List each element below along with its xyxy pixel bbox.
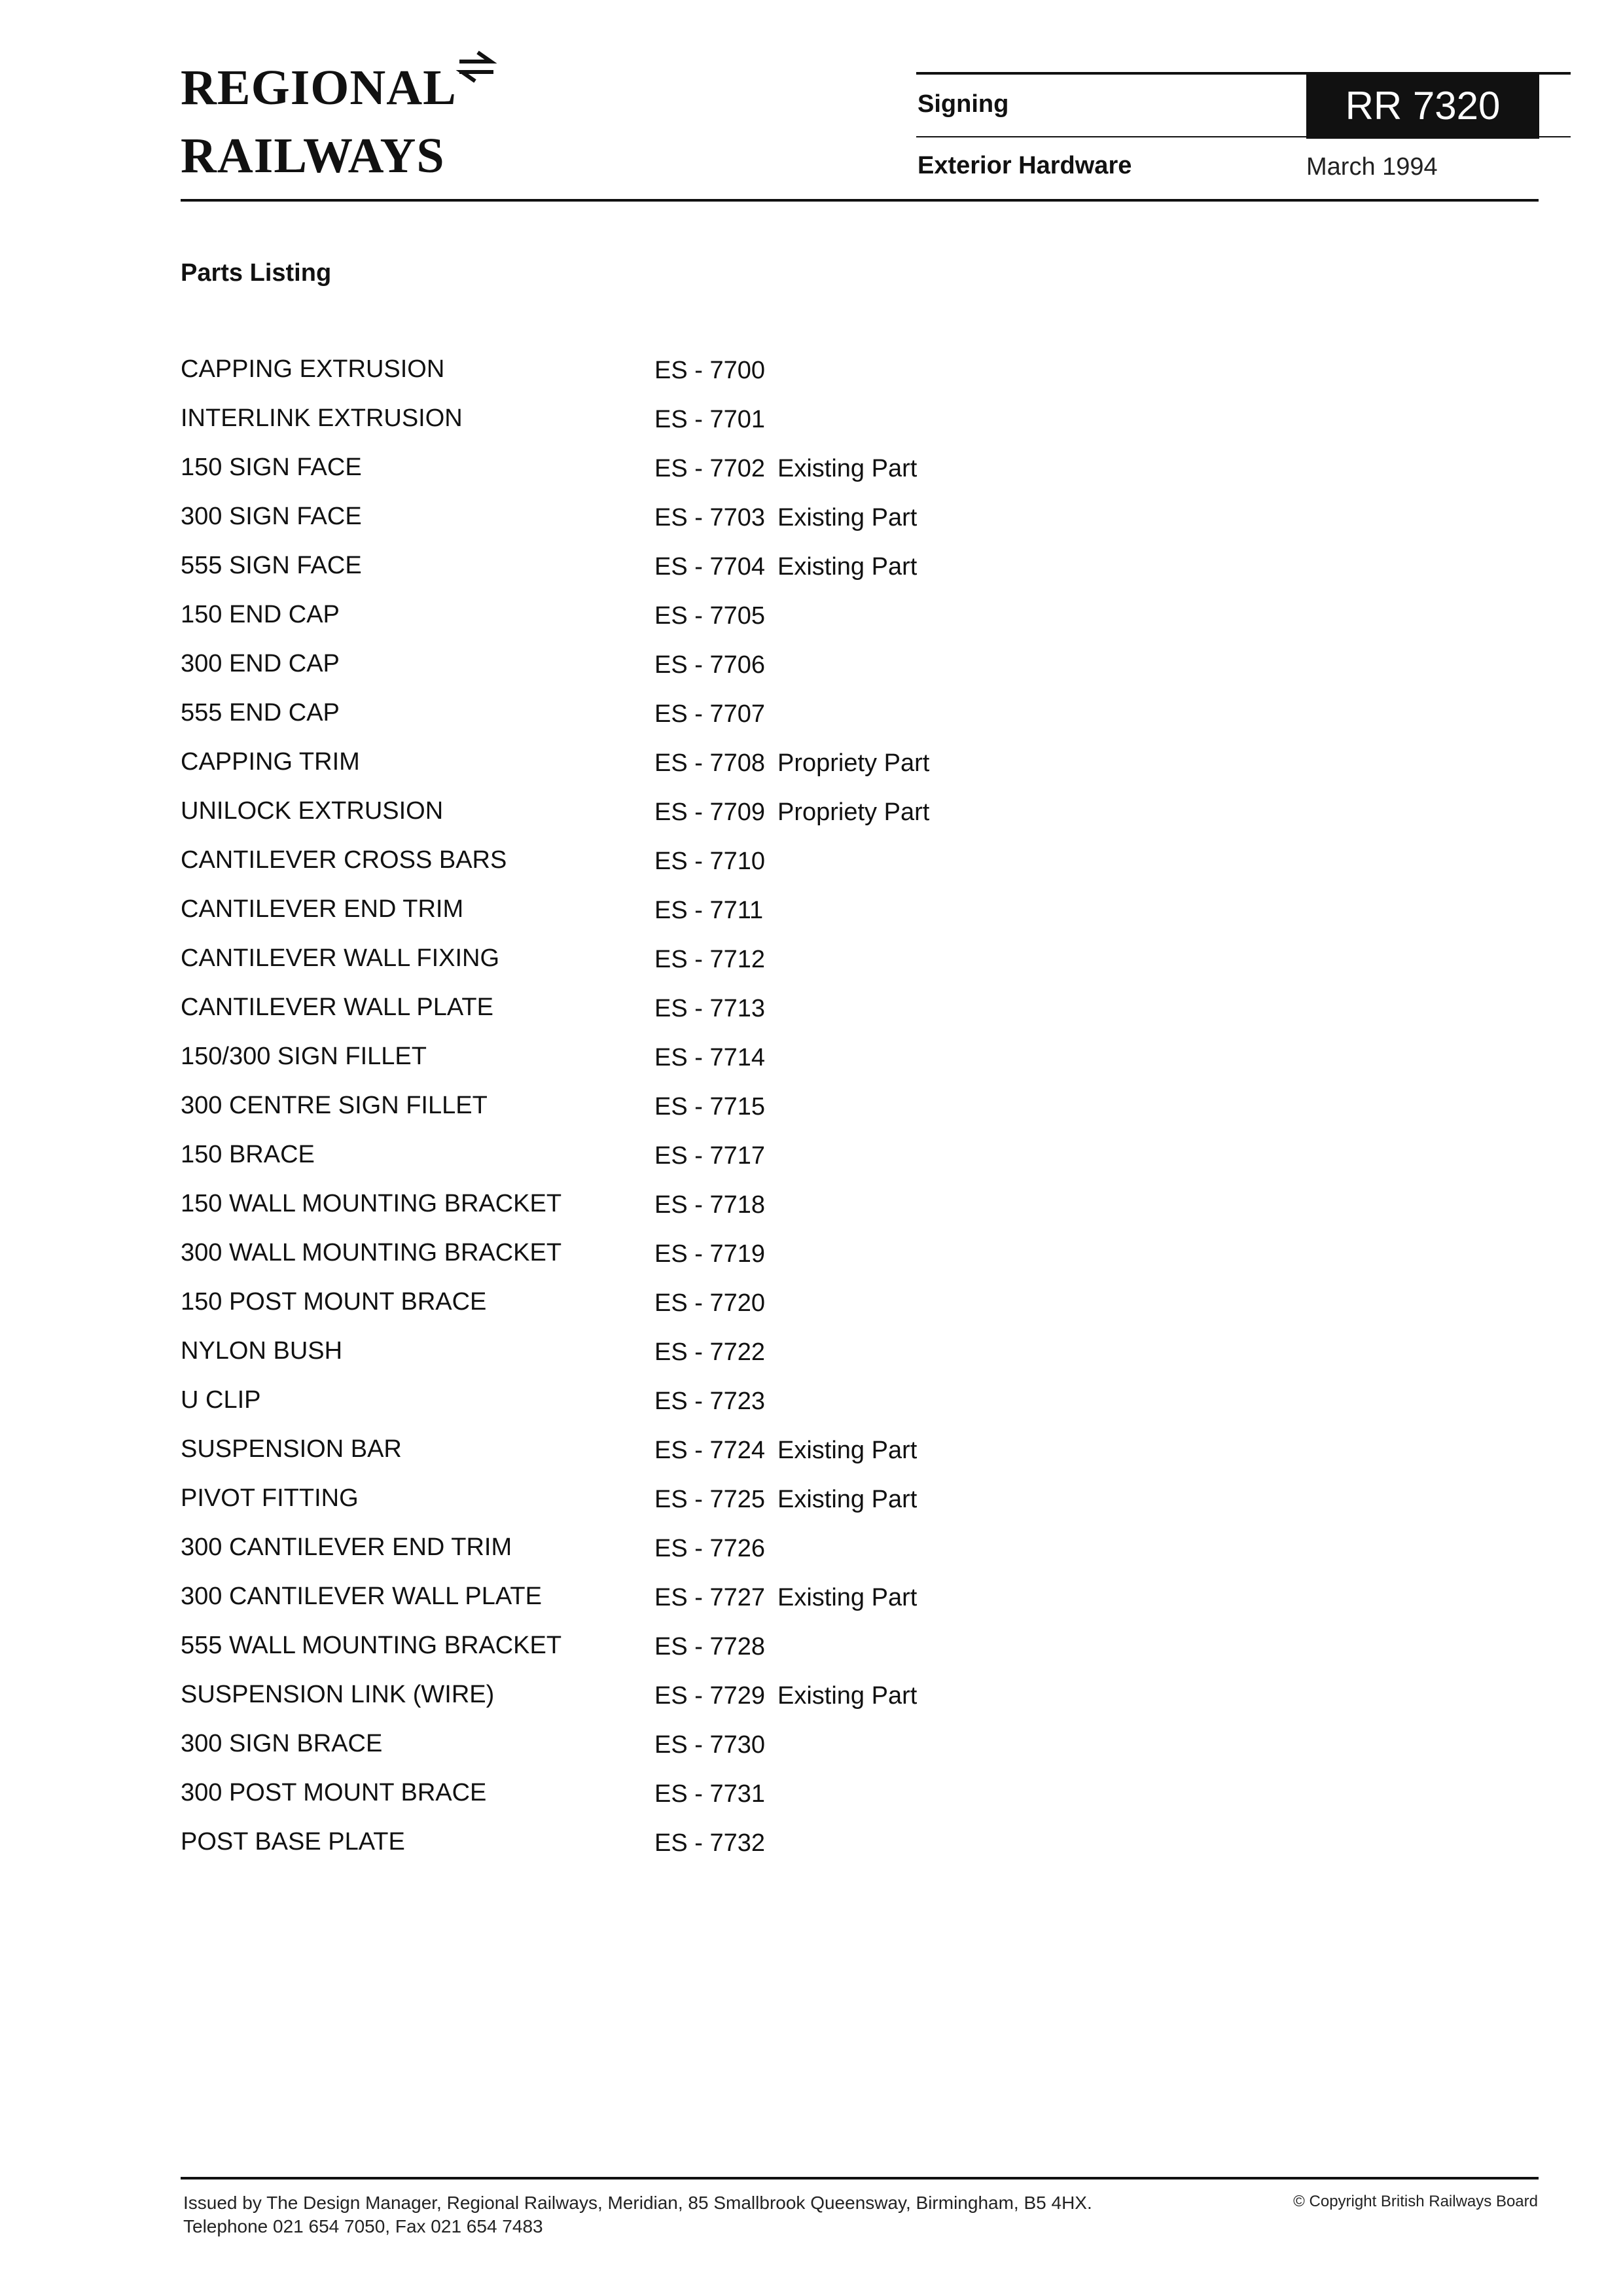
- part-note: Propriety Part: [777, 798, 930, 826]
- part-name: U CLIP: [181, 1386, 261, 1414]
- list-item: [181, 1184, 1097, 1233]
- list-item: [181, 350, 1097, 399]
- section-label: Signing: [918, 90, 1009, 118]
- part-code: ES - 7703: [654, 504, 765, 531]
- part-code: ES - 7704: [654, 553, 765, 581]
- part-code: ES - 7705: [654, 602, 765, 630]
- list-item: [181, 1429, 1097, 1479]
- part-name: 150 WALL MOUNTING BRACKET: [181, 1190, 562, 1217]
- list-item: [181, 497, 1097, 546]
- part-name: 150 POST MOUNT BRACE: [181, 1288, 487, 1316]
- part-code: ES - 7728: [654, 1633, 765, 1660]
- part-code: ES - 7722: [654, 1338, 765, 1366]
- double-arrow-icon: [455, 48, 499, 85]
- part-name: CANTILEVER WALL FIXING: [181, 944, 500, 972]
- part-name: INTERLINK EXTRUSION: [181, 404, 463, 432]
- header-rule-main: [181, 199, 1539, 202]
- part-name: CAPPING EXTRUSION: [181, 355, 445, 383]
- list-item: [181, 1086, 1097, 1135]
- part-code: ES - 7709: [654, 798, 765, 826]
- part-name: 300 SIGN BRACE: [181, 1730, 383, 1757]
- list-item: [181, 1380, 1097, 1429]
- list-item: [181, 742, 1097, 791]
- part-name: 555 SIGN FACE: [181, 552, 362, 579]
- part-name: 150 SIGN FACE: [181, 454, 362, 481]
- part-code: ES - 7706: [654, 651, 765, 679]
- part-code: ES - 7717: [654, 1142, 765, 1170]
- footer-copyright: © Copyright British Railways Board: [1293, 2193, 1538, 2210]
- list-item: [181, 1773, 1097, 1822]
- part-note: Existing Part: [777, 455, 918, 482]
- list-item: [181, 1233, 1097, 1282]
- part-name: 300 CENTRE SIGN FILLET: [181, 1092, 488, 1119]
- part-name: CANTILEVER END TRIM: [181, 895, 464, 923]
- part-code: ES - 7718: [654, 1191, 765, 1219]
- part-note: Existing Part: [777, 553, 918, 581]
- list-item: [181, 644, 1097, 693]
- document-number-badge: RR 7320: [1306, 73, 1539, 139]
- logo-line-2: RAILWAYS: [181, 128, 445, 183]
- part-code: ES - 7723: [654, 1388, 765, 1415]
- list-item: [181, 1282, 1097, 1331]
- part-name: CANTILEVER CROSS BARS: [181, 846, 507, 874]
- list-item: [181, 791, 1097, 840]
- header-rule-middle: [916, 136, 1571, 137]
- list-item: [181, 1675, 1097, 1724]
- footer-rule: [181, 2177, 1539, 2179]
- part-code: ES - 7701: [654, 406, 765, 433]
- part-name: 300 POST MOUNT BRACE: [181, 1779, 487, 1806]
- part-name: SUSPENSION BAR: [181, 1435, 402, 1463]
- part-code: ES - 7712: [654, 946, 765, 973]
- part-code: ES - 7726: [654, 1535, 765, 1562]
- part-note: Existing Part: [777, 1437, 918, 1464]
- list-item: [181, 595, 1097, 644]
- part-name: PIVOT FITTING: [181, 1484, 359, 1512]
- part-name: 300 CANTILEVER WALL PLATE: [181, 1583, 542, 1610]
- footer-address-block: [183, 2191, 1092, 2238]
- part-code: ES - 7711: [654, 897, 764, 924]
- part-code: ES - 7720: [654, 1289, 765, 1317]
- list-item: [181, 1528, 1097, 1577]
- page-title: Parts Listing: [181, 259, 332, 287]
- part-name: SUSPENSION LINK (WIRE): [181, 1681, 495, 1708]
- list-item: [181, 1626, 1097, 1675]
- part-note: Existing Part: [777, 1486, 918, 1513]
- list-item: [181, 693, 1097, 742]
- part-code: ES - 7725: [654, 1486, 765, 1513]
- list-item: [181, 1479, 1097, 1528]
- part-code: ES - 7730: [654, 1731, 765, 1759]
- part-code: ES - 7732: [654, 1829, 765, 1857]
- part-note: Existing Part: [777, 1584, 918, 1611]
- list-item: [181, 1577, 1097, 1626]
- logo-line-1: REGIONAL: [181, 60, 457, 115]
- part-name: POST BASE PLATE: [181, 1828, 405, 1856]
- part-name: 150 END CAP: [181, 601, 340, 628]
- part-code: ES - 7702: [654, 455, 765, 482]
- list-item: [181, 840, 1097, 889]
- list-item: [181, 546, 1097, 595]
- part-code: ES - 7700: [654, 357, 765, 384]
- footer-address: Issued by The Design Manager, Regional Railways, Meridian, 85 Smallbrook Queensway, Birmingham, B5 4HX.: [183, 2193, 1092, 2213]
- part-note: Existing Part: [777, 504, 918, 531]
- part-code: ES - 7729: [654, 1682, 765, 1710]
- part-code: ES - 7710: [654, 848, 765, 875]
- part-name: 555 WALL MOUNTING BRACKET: [181, 1632, 562, 1659]
- part-note: Propriety Part: [777, 749, 930, 777]
- part-name: 300 SIGN FACE: [181, 503, 362, 530]
- regional-railways-logo: [181, 54, 457, 190]
- part-code: ES - 7714: [654, 1044, 765, 1071]
- footer-telephone: Telephone 021 654 7050, Fax 021 654 7483: [183, 2216, 543, 2236]
- part-name: 300 END CAP: [181, 650, 340, 677]
- list-item: [181, 1037, 1097, 1086]
- part-name: CANTILEVER WALL PLATE: [181, 994, 493, 1021]
- part-code: ES - 7727: [654, 1584, 765, 1611]
- list-item: [181, 1822, 1097, 1871]
- part-name: 150 BRACE: [181, 1141, 315, 1168]
- part-code: ES - 7719: [654, 1240, 765, 1268]
- part-code: ES - 7731: [654, 1780, 765, 1808]
- list-item: [181, 1331, 1097, 1380]
- list-item: [181, 889, 1097, 939]
- part-code: ES - 7724: [654, 1437, 765, 1464]
- part-name: UNILOCK EXTRUSION: [181, 797, 444, 825]
- list-item: [181, 1724, 1097, 1773]
- parts-list: [181, 350, 1097, 1871]
- part-name: CAPPING TRIM: [181, 748, 360, 776]
- part-name: 150/300 SIGN FILLET: [181, 1043, 427, 1070]
- list-item: [181, 939, 1097, 988]
- issue-date: March 1994: [1306, 153, 1438, 181]
- part-name: 300 WALL MOUNTING BRACKET: [181, 1239, 562, 1266]
- subsection-label: Exterior Hardware: [918, 152, 1132, 179]
- part-name: NYLON BUSH: [181, 1337, 343, 1365]
- part-code: ES - 7707: [654, 700, 765, 728]
- part-note: Existing Part: [777, 1682, 918, 1710]
- part-code: ES - 7708: [654, 749, 765, 777]
- part-name: 300 CANTILEVER END TRIM: [181, 1534, 512, 1561]
- part-code: ES - 7713: [654, 995, 765, 1022]
- list-item: [181, 448, 1097, 497]
- part-code: ES - 7715: [654, 1093, 765, 1121]
- part-name: 555 END CAP: [181, 699, 340, 726]
- list-item: [181, 988, 1097, 1037]
- list-item: [181, 1135, 1097, 1184]
- list-item: [181, 399, 1097, 448]
